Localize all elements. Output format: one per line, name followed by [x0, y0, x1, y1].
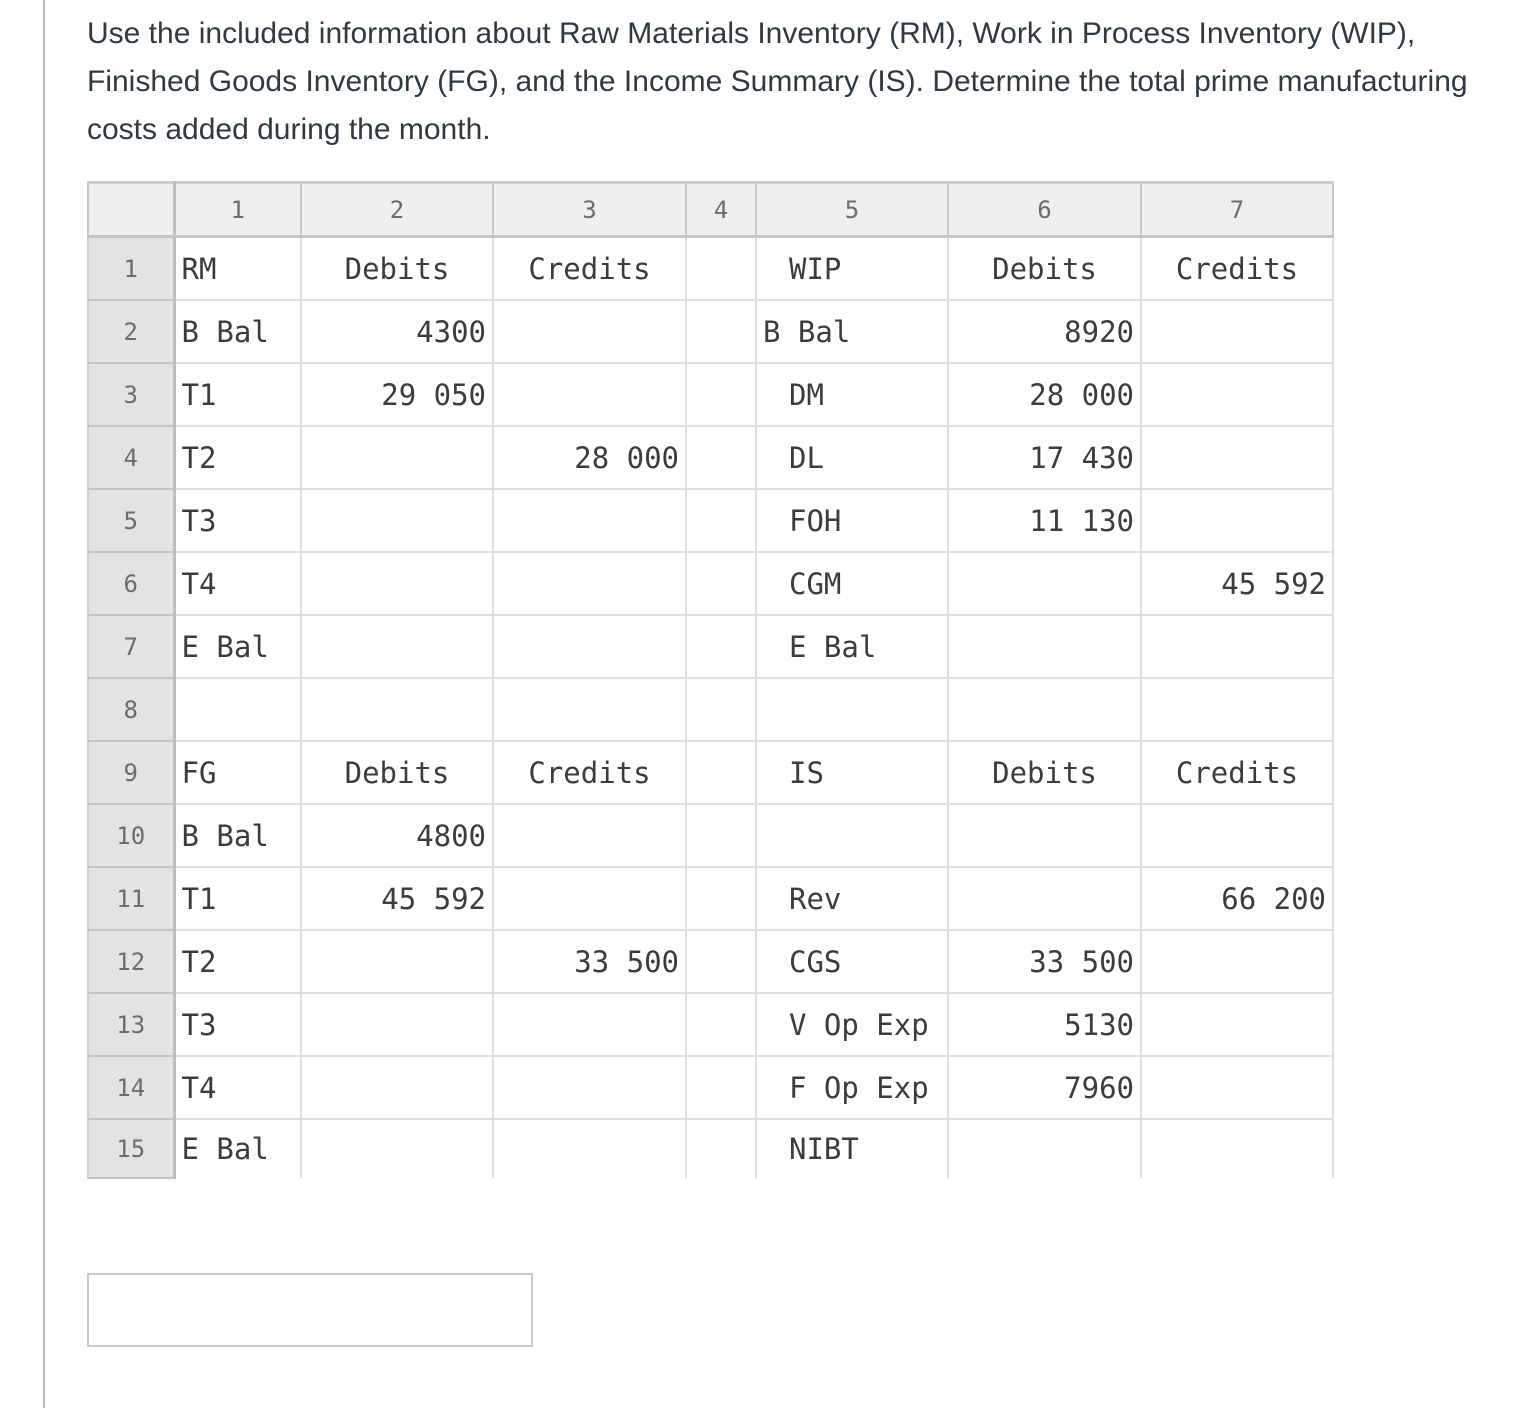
table-cell [301, 1119, 493, 1178]
table-cell [686, 930, 756, 993]
table-cell: 7960 [948, 1056, 1141, 1119]
row-header: 5 [88, 489, 174, 552]
table-cell: Credits [1141, 237, 1333, 301]
table-cell: T4 [174, 552, 301, 615]
column-header-3: 3 [493, 183, 686, 237]
table-cell [686, 426, 756, 489]
table-cell [493, 1056, 686, 1119]
table-cell: CGS [756, 930, 948, 993]
table-cell: Debits [301, 741, 493, 804]
row-header: 4 [88, 426, 174, 489]
table-cell: DM [756, 363, 948, 426]
table-cell [686, 993, 756, 1056]
column-header-2: 2 [301, 183, 493, 237]
column-header-1: 1 [174, 183, 301, 237]
table-cell [686, 1056, 756, 1119]
table-row [88, 1056, 1333, 1119]
table-cell: F Op Exp [756, 1056, 948, 1119]
row-header: 10 [88, 804, 174, 867]
table-row [88, 237, 1333, 301]
table-cell: 4800 [301, 804, 493, 867]
table-cell [1141, 1119, 1333, 1178]
ledger-spreadsheet [87, 181, 1334, 1179]
table-cell: 5130 [948, 993, 1141, 1056]
table-cell: Rev [756, 867, 948, 930]
table-cell: 28 000 [948, 363, 1141, 426]
table-cell [1141, 993, 1333, 1056]
row-header: 3 [88, 363, 174, 426]
table-cell: 4300 [301, 300, 493, 363]
table-cell [493, 552, 686, 615]
table-cell [1141, 930, 1333, 993]
row-header: 8 [88, 678, 174, 741]
table-cell [948, 615, 1141, 678]
table-cell: T2 [174, 426, 301, 489]
table-row [88, 363, 1333, 426]
table-cell [686, 867, 756, 930]
table-cell [1141, 489, 1333, 552]
table-cell [686, 804, 756, 867]
table-cell: T3 [174, 993, 301, 1056]
table-cell: T3 [174, 489, 301, 552]
row-header: 11 [88, 867, 174, 930]
table-cell [174, 678, 301, 741]
table-cell [948, 552, 1141, 615]
table-cell [493, 1119, 686, 1178]
table-cell: RM [174, 237, 301, 301]
table-cell: 33 500 [948, 930, 1141, 993]
table-cell [1141, 804, 1333, 867]
table-cell [301, 426, 493, 489]
table-cell [301, 678, 493, 741]
table-cell [1141, 615, 1333, 678]
table-cell: T2 [174, 930, 301, 993]
table-cell [301, 489, 493, 552]
table-row [88, 615, 1333, 678]
table-row [88, 804, 1333, 867]
table-cell: 66 200 [1141, 867, 1333, 930]
row-header: 13 [88, 993, 174, 1056]
table-cell: 8920 [948, 300, 1141, 363]
table-row [88, 741, 1333, 804]
question-text: Use the included information about Raw Materials Inventory (RM), Work in Process Inventory (WIP), Finished Goods Inventory (FG), and the Income Summary (IS). Determine the total prime manufacturing costs added during the month. [87, 17, 1468, 146]
table-cell [686, 678, 756, 741]
table-cell [1141, 426, 1333, 489]
table-cell: B Bal [174, 300, 301, 363]
table-cell [948, 1119, 1141, 1178]
table-cell: Credits [1141, 741, 1333, 804]
table-cell [493, 804, 686, 867]
table-cell: IS [756, 741, 948, 804]
table-cell [301, 1056, 493, 1119]
table-cell [948, 867, 1141, 930]
table-cell: 11 130 [948, 489, 1141, 552]
left-border-rule [43, 0, 45, 1408]
table-cell [493, 615, 686, 678]
table-cell [686, 552, 756, 615]
row-header: 15 [88, 1119, 174, 1178]
table-cell: B Bal [174, 804, 301, 867]
row-header: 1 [88, 237, 174, 301]
column-header-5: 5 [756, 183, 948, 237]
table-cell [1141, 363, 1333, 426]
table-cell: 17 430 [948, 426, 1141, 489]
table-cell [686, 615, 756, 678]
table-row [88, 489, 1333, 552]
table-cell [686, 741, 756, 804]
table-cell [493, 867, 686, 930]
table-cell [686, 489, 756, 552]
table-cell [493, 993, 686, 1056]
table-cell: Credits [493, 237, 686, 301]
table-row [88, 426, 1333, 489]
table-cell [301, 930, 493, 993]
table-row [88, 552, 1333, 615]
table-cell [686, 363, 756, 426]
table-cell: 33 500 [493, 930, 686, 993]
row-header: 14 [88, 1056, 174, 1119]
row-header: 9 [88, 741, 174, 804]
table-row [88, 993, 1333, 1056]
table-cell [686, 237, 756, 301]
table-cell [1141, 678, 1333, 741]
table-row [88, 1119, 1333, 1178]
row-header: 6 [88, 552, 174, 615]
corner-cell [88, 183, 174, 237]
table-cell: DL [756, 426, 948, 489]
table-cell [493, 678, 686, 741]
answer-input[interactable] [87, 1273, 533, 1347]
table-cell: Credits [493, 741, 686, 804]
table-cell [948, 678, 1141, 741]
table-cell: B Bal [756, 300, 948, 363]
table-cell [1141, 300, 1333, 363]
table-cell [493, 363, 686, 426]
table-cell [493, 489, 686, 552]
column-header-7: 7 [1141, 183, 1333, 237]
row-header: 7 [88, 615, 174, 678]
table-cell: WIP [756, 237, 948, 301]
table-cell: FG [174, 741, 301, 804]
table-cell: Debits [301, 237, 493, 301]
table-cell: T1 [174, 363, 301, 426]
table-cell: 28 000 [493, 426, 686, 489]
table-cell: Debits [948, 237, 1141, 301]
row-header: 12 [88, 930, 174, 993]
column-header-row [88, 183, 1333, 237]
table-cell: E Bal [756, 615, 948, 678]
column-header-4: 4 [686, 183, 756, 237]
table-cell: Debits [948, 741, 1141, 804]
table-cell [301, 615, 493, 678]
table-cell [686, 1119, 756, 1178]
table-row [88, 930, 1333, 993]
table-row [88, 300, 1333, 363]
row-header: 2 [88, 300, 174, 363]
table-cell: 45 592 [1141, 552, 1333, 615]
table-cell: V Op Exp [756, 993, 948, 1056]
table-cell: E Bal [174, 615, 301, 678]
table-cell [756, 804, 948, 867]
table-cell: NIBT [756, 1119, 948, 1178]
table-cell: CGM [756, 552, 948, 615]
table-cell [756, 678, 948, 741]
table-cell: 45 592 [301, 867, 493, 930]
table-cell [686, 300, 756, 363]
table-cell: 29 050 [301, 363, 493, 426]
table-row [88, 867, 1333, 930]
table-cell [301, 552, 493, 615]
table-cell: T4 [174, 1056, 301, 1119]
table-cell: E Bal [174, 1119, 301, 1178]
table-cell [493, 300, 686, 363]
column-header-6: 6 [948, 183, 1141, 237]
table-cell [1141, 1056, 1333, 1119]
table-cell: T1 [174, 867, 301, 930]
table-row [88, 678, 1333, 741]
table-cell [301, 993, 493, 1056]
table-cell: FOH [756, 489, 948, 552]
table-cell [948, 804, 1141, 867]
